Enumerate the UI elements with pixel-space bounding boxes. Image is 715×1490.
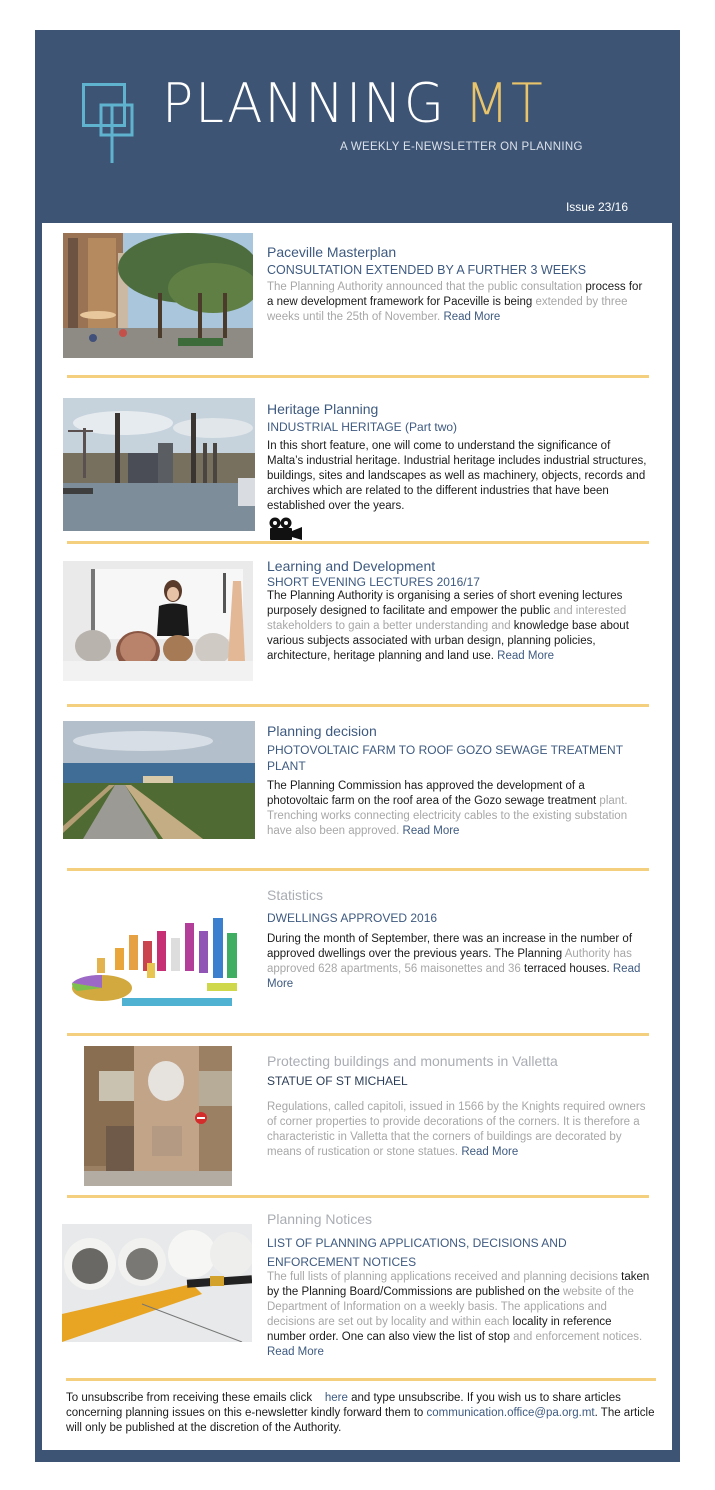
read-more-link[interactable]: Read More xyxy=(497,650,555,662)
article-text xyxy=(267,722,649,839)
paceville-image[interactable] xyxy=(63,233,253,358)
read-more-link[interactable]: Read More xyxy=(461,1146,519,1158)
article-text xyxy=(267,1210,649,1360)
read-more-link[interactable]: Read More xyxy=(267,963,641,990)
email-link[interactable]: communication.office@pa.org.mt xyxy=(426,1407,595,1419)
article-category: Protecting buildings and monuments in Valletta xyxy=(267,1053,558,1069)
article-text xyxy=(267,1052,649,1160)
article-headline: CONSULTATION EXTENDED BY A FURTHER 3 WEEKS xyxy=(267,263,587,277)
article-text xyxy=(267,400,649,541)
article-category: Planning Notices xyxy=(267,1211,373,1227)
section-divider xyxy=(67,1195,649,1198)
article-body: During the month of September, there was an increase in the number of approved dwellings over the previous years. The Planning Authority has approved 628 apartments, 56 maisonettes and 36 terraced houses. Read More xyxy=(267,933,641,990)
article-body: In this short feature, one will come to understand the significance of Malta’s industrial heritage. Industrial heritage includes industrial structures, buildings, sites and landscapes as well as machinery, objects, records and archives which are related to the different industries that have been established over the years. xyxy=(267,440,647,512)
article-category: Heritage Planning xyxy=(267,401,379,417)
planning-notices-image[interactable] xyxy=(62,1224,252,1342)
section-divider xyxy=(66,1378,656,1381)
article-body: The Planning Authority is organising a series of short evening lectures purposely designed to facilitate and empower the public and interested stakeholders to gain a better understanding and knowledge base about various subjects associated with urban design, planning policies, architecture, heritage planning and land use. Read More xyxy=(267,590,629,662)
article-headline: LIST OF PLANNING APPLICATIONS, DECISIONS AND ENFORCEMENT NOTICES xyxy=(267,1236,567,1269)
read-more-link[interactable]: Read More xyxy=(402,825,460,837)
read-more-link[interactable]: Read More xyxy=(443,311,501,323)
section-divider xyxy=(67,868,649,871)
article-text xyxy=(267,557,649,664)
article-headline: PHOTOVOLTAIC FARM TO ROOF GOZO SEWAGE TREATMENT PLANT xyxy=(267,743,623,773)
industrial-heritage-image[interactable] xyxy=(63,398,255,531)
title-main: PLANNING xyxy=(162,72,446,135)
article-headline: INDUSTRIAL HERITAGE (Part two) xyxy=(267,420,458,434)
article-text xyxy=(267,243,649,325)
read-more-link[interactable]: Read More xyxy=(267,1346,324,1358)
section-divider xyxy=(67,375,649,378)
article-text xyxy=(267,886,649,992)
newsletter-content xyxy=(42,223,672,1450)
newsletter-frame xyxy=(35,30,680,1462)
article-headline: SHORT EVENING LECTURES 2016/17 xyxy=(267,575,480,589)
article-category: Paceville Masterplan xyxy=(267,244,397,260)
statistics-image[interactable] xyxy=(67,903,257,1013)
issue-number: Issue 23/16 xyxy=(565,200,628,214)
lectures-image[interactable] xyxy=(63,561,253,681)
unsubscribe-footer: To unsubscribe from receiving these emails click here and type unsubscribe. If you wish us to share articles concerning planning issues on this e-newsletter kindly forward them to communication.office@pa.org.mt. The article will only be published at the discretion of the Authority. xyxy=(66,1392,655,1434)
title-accent: MT xyxy=(464,72,545,135)
section-divider xyxy=(67,1033,649,1036)
newsletter-title xyxy=(162,74,545,134)
article-body: The Planning Commission has approved the development of a photovoltaic farm on the roof area of the Gozo sewage treatment plant. Trenching works connecting electricity cables to the existing substation have also been approved. Read More xyxy=(267,780,628,837)
st-michael-image[interactable] xyxy=(84,1046,232,1186)
article-headline: DWELLINGS APPROVED 2016 xyxy=(267,911,438,925)
newsletter-subtitle: A WEEKLY E-NEWSLETTER ON PLANNING xyxy=(340,141,583,153)
section-divider xyxy=(67,541,649,544)
article-category: Learning and Development xyxy=(267,558,436,574)
article-body: The Planning Authority announced that the public consultation process for a new development framework for Paceville is being extended by three weeks until the 25th of November. Read More xyxy=(267,281,643,323)
unsubscribe-here-link[interactable]: here xyxy=(324,1392,348,1404)
article-category: Planning decision xyxy=(267,723,377,739)
article-body: The full lists of planning applications received and planning decisions taken by the Planning Board/Commissions are published on the website of the Department of Information on a weekly basis. The applications and decisions are set out by locality and within each locality in reference number order. One can also view the list of stop and enforcement notices. Read More xyxy=(267,1271,650,1358)
newsletter-header xyxy=(35,30,680,223)
section-divider xyxy=(67,704,649,707)
planning-logo-icon xyxy=(82,83,134,163)
video-camera-icon[interactable] xyxy=(267,517,303,541)
article-category: Statistics xyxy=(267,887,324,903)
article-headline: STATUE OF ST MICHAEL xyxy=(267,1074,408,1088)
article-body: Regulations, called capitoli, issued in 1566 by the Knights required owners of corner properties to provide decorations of the corners. It is therefore a characteristic in Valletta that the corners of buildings are decorated by means of rustication or stone statues. Read More xyxy=(267,1101,646,1158)
photovoltaic-image[interactable] xyxy=(63,721,255,839)
